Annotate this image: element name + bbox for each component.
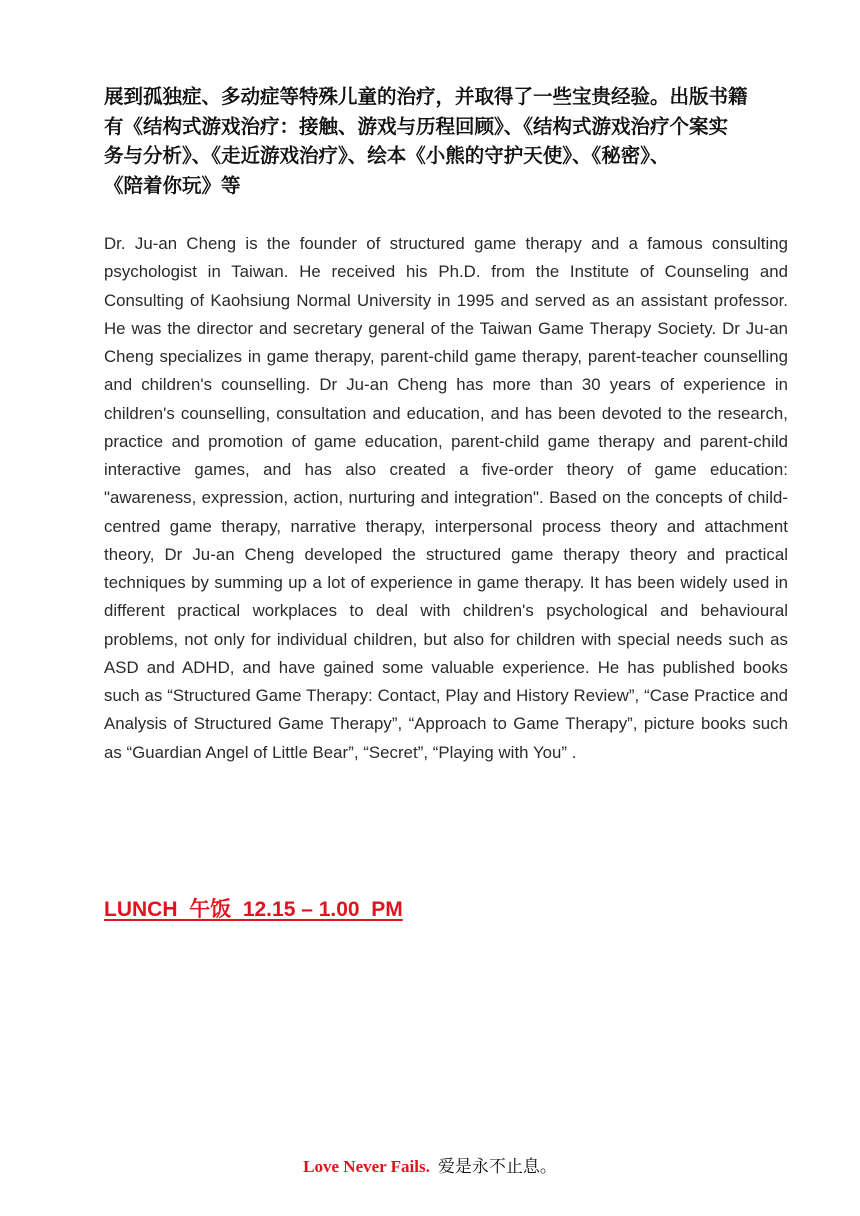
footer-motto bbox=[0, 1154, 860, 1180]
speaker-bio-english: Dr. Ju-an Cheng is the founder of structured game therapy and a famous consulting psychologist in Taiwan. He received his Ph.D. from the Institute of Counseling and Consulting of Kaohsiung Normal University in 1995 and served as an assistant professor. He was the director and secretary general of the Taiwan Game Therapy Society. Dr Ju-an Cheng specializes in game therapy, parent-child game therapy, parent-teacher counselling and children's counselling. Dr Ju-an Cheng has more than 30 years of experience in children's counselling, consultation and education, and has been devoted to the research, practice and promotion of game education, parent-child game therapy and parent-child interactive games, and has also created a five-order theory of game education: "awareness, expression, action, nurturing and integration". Based on the concepts of child-centred game therapy, narrative therapy, interpersonal process theory and attachment theory, Dr Ju-an Cheng developed the structured game therapy theory and practical techniques by summing up a lot of experience in game therapy. It has been widely used in different practical workplaces to deal with children's psychological and behavioural problems, not only for individual children, but also for children with special needs such as ASD and ADHD, and have gained some valuable experience. He has published books such as “Structured Game Therapy: Contact, Play and History Review”, “Case Practice and Analysis of Structured Game Therapy”, “Approach to Game Therapy”, picture books such as “Guardian Angel of Little Bear”, “Secret”, “Playing with You” . bbox=[104, 234, 788, 762]
footer-motto-english: Love Never Fails. bbox=[303, 1157, 430, 1176]
footer-motto-chinese: 爱是永不止息。 bbox=[437, 1157, 557, 1177]
lunch-break-heading: LUNCH 午饭 12.15 – 1.00 PM bbox=[104, 898, 403, 921]
speaker-bio-chinese: 展到孤独症、多动症等特殊儿童的治疗，并取得了一些宝贵经验。出版书籍 有《结构式游戏治疗：接触、游戏与历程回顾》、《结构式游戏治疗个案实 务与分析》、《走近游戏治疗》、绘本《小熊的守护天使》、《秘密》、 《陪着你玩》等 bbox=[104, 85, 748, 197]
